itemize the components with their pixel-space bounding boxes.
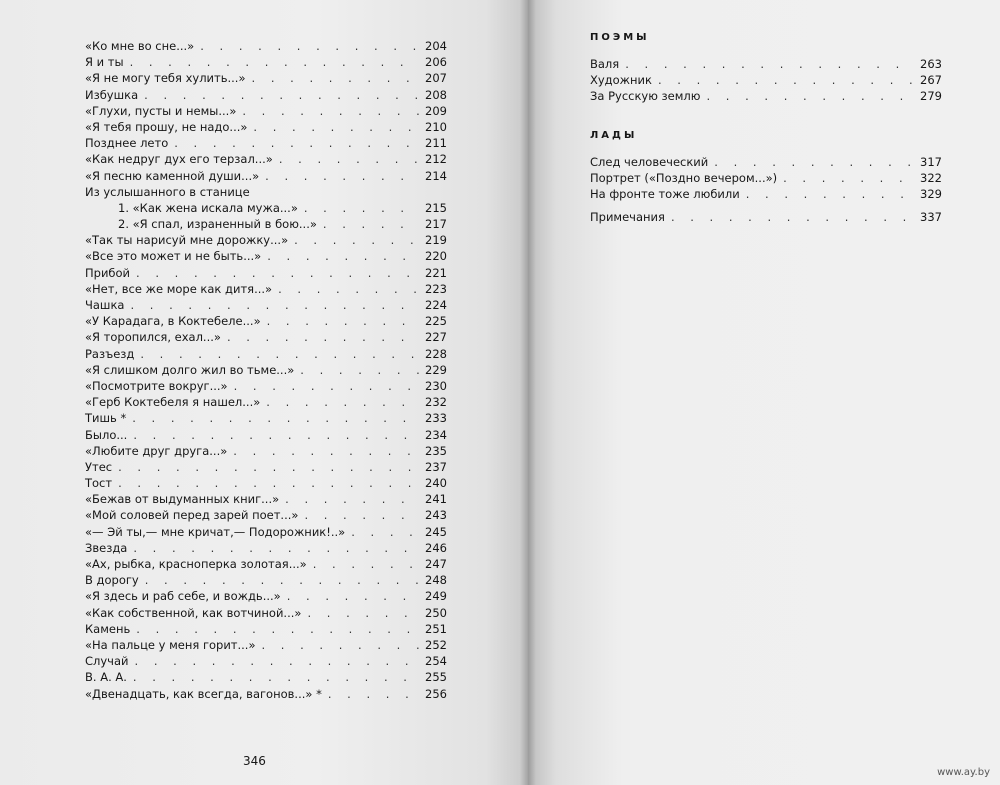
toc-entry-page: 232 <box>425 395 447 410</box>
leader-dots <box>252 70 419 86</box>
toc-entry <box>590 56 942 72</box>
leader-dots <box>746 186 914 202</box>
toc-entry-page: 279 <box>920 89 942 104</box>
leader-dots <box>714 154 914 170</box>
toc-entry <box>85 265 447 281</box>
right-toc <box>590 30 942 225</box>
toc-entry-page: 317 <box>920 154 942 169</box>
right-page <box>528 0 1000 785</box>
toc-entry-title: «Ко мне во сне...» <box>85 39 195 53</box>
toc-entry-page: 240 <box>425 476 447 491</box>
toc-entry <box>85 669 447 685</box>
toc-entry-notes <box>590 209 942 225</box>
leader-dots <box>278 281 419 297</box>
toc-entry-page: 241 <box>425 492 447 507</box>
toc-entry-title: Художник <box>590 73 652 88</box>
toc-entry-page: 234 <box>425 427 447 442</box>
toc-entry-page: 243 <box>425 508 447 523</box>
section-heading-poems: ПОЭМЫ <box>590 32 650 43</box>
toc-entry-title: «Я тебя прошу, не надо...» <box>85 119 248 134</box>
toc-entry-page: 263 <box>920 57 942 71</box>
leader-dots <box>133 540 419 556</box>
toc-entry-title: «Посмотрите вокруг...» <box>85 378 228 393</box>
toc-entry-page: 214 <box>425 168 447 183</box>
leader-dots <box>145 572 419 588</box>
toc-entry <box>85 103 447 119</box>
toc-entry-title: Камень <box>85 621 131 636</box>
leader-dots <box>304 507 419 523</box>
leader-dots <box>242 103 419 119</box>
toc-entry <box>85 637 447 653</box>
toc-entry-title: В дорогу <box>85 573 139 588</box>
toc-entry-title: Чашка <box>85 298 125 312</box>
leader-dots <box>285 491 419 507</box>
toc-entry-title: След человеческий <box>590 154 709 169</box>
toc-entry <box>85 686 447 702</box>
leader-dots <box>279 151 419 167</box>
toc-entry-page: 219 <box>425 233 447 248</box>
toc-entry-title: Избушка <box>85 87 139 102</box>
toc-entry <box>85 184 447 200</box>
leader-dots <box>200 38 419 54</box>
toc-entry-title: За Русскую землю <box>590 89 701 104</box>
lady-list <box>590 154 942 203</box>
toc-entry-title: 2. «Я спал, израненный в бою...» <box>118 217 317 232</box>
toc-entry-title: «Я песню каменной души...» <box>85 168 260 183</box>
toc-entry-title: «Двенадцать, как всегда, вагонов...» * <box>85 686 322 701</box>
toc-entry <box>85 572 447 588</box>
leader-dots <box>136 621 419 637</box>
toc-entry <box>85 475 447 491</box>
toc-entry <box>85 491 447 507</box>
toc-entry-title: 1. «Как жена искала мужа...» <box>118 200 298 215</box>
toc-entry-page: 337 <box>920 210 942 225</box>
toc-entry-title: «На пальце у меня горит...» <box>85 637 256 652</box>
toc-entry <box>85 540 447 556</box>
toc-entry-page: 248 <box>425 573 447 588</box>
watermark: www.ay.by <box>937 767 990 778</box>
toc-entry-page: 221 <box>425 265 447 280</box>
toc-entry-title: Было... <box>85 427 128 442</box>
toc-entry-page: 267 <box>920 73 942 88</box>
toc-entry <box>85 507 447 523</box>
toc-entry <box>85 135 447 151</box>
leader-dots <box>307 605 419 621</box>
toc-entry-page: 210 <box>425 119 447 134</box>
toc-entry-page: 204 <box>425 39 447 53</box>
toc-entry-title: «Мой соловей перед зарей поет...» <box>85 508 299 523</box>
section-heading-lady: ЛАДЫ <box>590 129 638 141</box>
toc-entry-page: 215 <box>425 200 447 215</box>
toc-entry-page: 224 <box>425 298 447 312</box>
toc-entry <box>85 621 447 637</box>
leader-dots <box>313 556 419 572</box>
toc-entry-page: 235 <box>425 443 447 458</box>
toc-entry <box>85 119 447 135</box>
toc-entry-title: Портрет («Поздно вечером...») <box>590 170 778 185</box>
toc-entry <box>85 394 447 410</box>
toc-entry-title: «Ах, рыбка, красноперка золотая...» <box>85 557 307 571</box>
toc-entry <box>85 524 447 540</box>
toc-entry-page: 233 <box>425 411 447 426</box>
toc-entry <box>85 248 447 264</box>
toc-entry-page: 246 <box>425 540 447 555</box>
leader-dots <box>351 524 419 540</box>
toc-entry <box>85 459 447 475</box>
toc-entry <box>85 605 447 621</box>
toc-entry-title: Валя <box>590 57 620 71</box>
leader-dots <box>323 216 419 232</box>
toc-entry-page: 228 <box>425 346 447 361</box>
toc-entry <box>590 88 942 104</box>
leader-dots <box>671 209 914 225</box>
leader-dots <box>783 170 914 186</box>
toc-entry-title: Тост <box>85 476 113 491</box>
toc-entry <box>85 313 447 329</box>
leader-dots <box>287 588 419 604</box>
toc-entry-page: 256 <box>425 686 447 701</box>
toc-entry-page: 249 <box>425 589 447 604</box>
toc-entry <box>85 54 447 70</box>
leader-dots <box>132 410 419 426</box>
leader-dots <box>135 653 419 669</box>
leader-dots <box>118 459 419 475</box>
toc-entry-title: «Я слишком долго жил во тьме...» <box>85 362 295 377</box>
leader-dots <box>304 200 419 216</box>
toc-entry-title: «Любите друг друга...» <box>85 443 228 458</box>
leader-dots <box>130 54 419 70</box>
toc-entry <box>590 154 942 170</box>
page-number-folio: 346 <box>243 754 266 768</box>
leader-dots <box>144 87 419 103</box>
toc-entry-title: Из услышанного в станице <box>85 184 250 199</box>
toc-entry <box>85 232 447 248</box>
toc-entry-title: «Я здесь и раб себе, и вождь...» <box>85 589 281 604</box>
toc-entry-title: Примечания <box>590 210 665 225</box>
toc-entry-title: «Все это может и не быть...» <box>85 249 262 264</box>
toc-entry-title: «Как недруг дух его терзал...» <box>85 152 273 167</box>
left-toc-list <box>85 38 447 702</box>
toc-entry <box>85 329 447 345</box>
toc-entry-title: «Я торопился, ехал...» <box>85 330 221 345</box>
leader-dots <box>262 637 420 653</box>
leader-dots <box>706 88 914 104</box>
leader-dots <box>133 427 419 443</box>
toc-entry-title: «Нет, все же море как дитя...» <box>85 281 273 296</box>
toc-entry-page: 206 <box>425 55 447 70</box>
leader-dots <box>130 297 419 313</box>
toc-entry-page: 207 <box>425 71 447 86</box>
toc-entry-title: Разъезд <box>85 346 135 361</box>
toc-entry-title: В. А. А. <box>85 670 127 685</box>
toc-entry <box>85 87 447 103</box>
toc-entry <box>85 38 447 54</box>
leader-dots <box>300 362 419 378</box>
toc-entry-page: 254 <box>425 654 447 669</box>
toc-entry <box>85 200 447 216</box>
toc-entry-title: Случай <box>85 654 129 669</box>
toc-entry-page: 208 <box>425 87 447 102</box>
toc-entry-title: «Глухи, пусты и немы...» <box>85 103 237 118</box>
toc-entry <box>590 186 942 202</box>
toc-entry-page: 225 <box>425 314 447 329</box>
toc-entry-title: «У Карадага, в Коктебеле...» <box>85 314 261 329</box>
leader-dots <box>625 56 914 72</box>
toc-entry <box>85 168 447 184</box>
toc-entry <box>85 653 447 669</box>
toc-entry <box>85 588 447 604</box>
toc-entry-title: Позднее лето <box>85 136 169 151</box>
toc-entry-page: 217 <box>425 217 447 232</box>
poems-list <box>590 56 942 105</box>
leader-dots <box>328 686 419 702</box>
toc-entry-page: 250 <box>425 605 447 620</box>
toc-entry-page: 322 <box>920 170 942 185</box>
leader-dots <box>294 232 419 248</box>
toc-entry-page: 230 <box>425 378 447 393</box>
toc-entry <box>85 362 447 378</box>
toc-entry-title: Звезда <box>85 540 128 555</box>
toc-entry <box>85 281 447 297</box>
toc-entry <box>85 216 447 232</box>
toc-entry-title: «— Эй ты,— мне кричат,— Подорожник!..» <box>85 524 346 539</box>
leader-dots <box>658 72 914 88</box>
toc-entry <box>85 427 447 443</box>
toc-entry <box>85 151 447 167</box>
spacer <box>590 202 942 209</box>
leader-dots <box>267 313 419 329</box>
toc-entry <box>85 556 447 572</box>
leader-dots <box>136 265 419 281</box>
toc-entry-title: Я и ты <box>85 55 124 70</box>
leader-dots <box>253 119 419 135</box>
toc-entry-title: «Так ты нарисуй мне дорожку...» <box>85 233 289 248</box>
toc-entry <box>85 70 447 86</box>
leader-dots <box>267 248 419 264</box>
toc-entry <box>85 378 447 394</box>
toc-entry-page: 223 <box>425 281 447 296</box>
book-gutter <box>520 0 536 785</box>
toc-entry <box>85 297 447 313</box>
toc-entry <box>590 72 942 88</box>
toc-entry-page: 247 <box>425 557 447 571</box>
toc-entry-title: «Как собственной, как вотчиной...» <box>85 605 302 620</box>
toc-entry-page: 212 <box>425 152 447 167</box>
toc-entry-title: «Бежав от выдуманных книг...» <box>85 492 280 507</box>
toc-entry <box>85 346 447 362</box>
leader-dots <box>227 329 419 345</box>
toc-entry-page: 255 <box>425 670 447 685</box>
leader-dots <box>174 135 419 151</box>
leader-dots <box>133 669 419 685</box>
toc-entry-title: Тишь * <box>85 411 127 426</box>
toc-entry-page: 227 <box>425 330 447 345</box>
toc-entry-page: 252 <box>425 637 447 652</box>
toc-entry-page: 237 <box>425 459 447 474</box>
toc-entry-title: «Я не могу тебя хулить...» <box>85 71 246 86</box>
toc-entry <box>590 170 942 186</box>
toc-entry-page: 329 <box>920 186 942 201</box>
leader-dots <box>234 378 419 394</box>
toc-entry-page: 245 <box>425 524 447 539</box>
toc-entry-page: 209 <box>425 103 447 118</box>
toc-entry-title: Прибой <box>85 265 131 280</box>
toc-entry <box>85 443 447 459</box>
leader-dots <box>140 346 419 362</box>
toc-entry-page: 229 <box>425 362 447 377</box>
leader-dots <box>233 443 419 459</box>
leader-dots <box>118 475 419 491</box>
toc-entry-page: 211 <box>425 136 447 151</box>
leader-dots <box>266 394 419 410</box>
toc-entry-title: Утес <box>85 459 113 474</box>
toc-entry <box>85 410 447 426</box>
toc-entry-title: На фронте тоже любили <box>590 186 740 201</box>
leader-dots <box>265 168 419 184</box>
toc-entry-page: 220 <box>425 249 447 264</box>
toc-entry-title: «Герб Коктебеля я нашел...» <box>85 395 261 410</box>
toc-entry-page: 251 <box>425 621 447 636</box>
